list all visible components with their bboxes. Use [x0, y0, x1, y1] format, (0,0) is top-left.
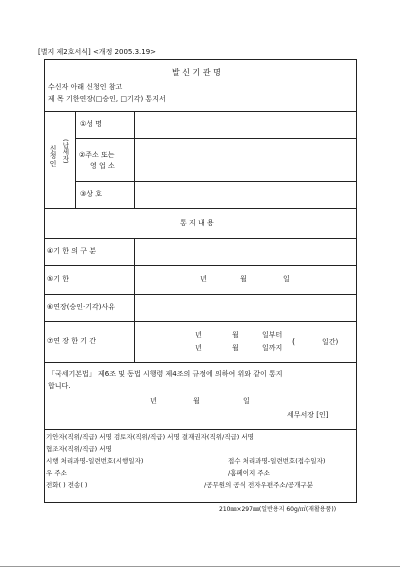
form-header: [별지 제2호서식] <개정 2005.3.19>	[38, 48, 157, 56]
footer-line-4a: 우 주소	[46, 469, 67, 477]
divider	[44, 294, 357, 295]
divider	[44, 208, 357, 209]
recipient-line: 수신자 아래 신청인 참고	[48, 83, 123, 91]
divider	[134, 111, 135, 208]
year-text: 년	[200, 275, 207, 283]
divider	[44, 362, 357, 363]
subject-line: 제 목 기한연장(□승인, □기각) 통지서	[48, 95, 166, 103]
period-from-month: 월	[232, 331, 239, 339]
divider	[44, 429, 357, 430]
row-period-label: ⑦연 장 한 기 간	[47, 337, 96, 345]
applicant-sub-text: (납세자)	[61, 139, 70, 164]
footer-line-5a: 전화( ) 전송( )	[46, 481, 88, 489]
period-from-year: 년	[195, 331, 202, 339]
period-to-text: 일까지	[262, 344, 283, 352]
month-text: 월	[240, 275, 247, 283]
signature: 세무서장 [인]	[287, 411, 329, 419]
notice-month: 월	[193, 397, 200, 405]
period-from-text: 일부터	[262, 331, 283, 339]
period-to-year: 년	[195, 344, 202, 352]
divider	[44, 321, 357, 322]
period-to-month: 월	[232, 344, 239, 352]
footer-line-3a: 시행 처리과명-일련번호(시행일자)	[46, 457, 144, 465]
notice-line-1: 「국세기본법」 제6조 및 동법 시행령 제4조의 규정에 의하여 위와 같이 통지	[48, 370, 283, 378]
divider	[134, 238, 135, 362]
footer-line-2: 협조자(직위/직급) 서명	[46, 445, 112, 453]
period-days: 일간)	[322, 338, 339, 346]
notice-day: 일	[243, 397, 250, 405]
row-deadline-type-label: ④기 한 의 구 분	[47, 247, 96, 255]
footer-line-4b: /홈페이지 주소	[228, 469, 270, 477]
footer-line-5b: /공무원의 공식 전자우편주소/공개구분	[204, 481, 313, 489]
divider	[44, 111, 357, 112]
applicant-sub-label	[60, 139, 70, 165]
day-text: 일	[283, 275, 290, 283]
divider	[75, 111, 76, 208]
field-address-label-2: 영 업 소	[90, 162, 115, 170]
footer-line-1: 기안자(직위/직급) 서명 검토자(직위/직급) 서명 결재권자(직위/직급) 서명	[46, 433, 254, 441]
period-paren: (	[292, 337, 296, 346]
notice-year: 년	[150, 397, 157, 405]
section-title: 통 지 내 용	[180, 219, 214, 227]
divider	[75, 138, 357, 139]
field-name-label: ①성 명	[80, 120, 103, 128]
page-bottom-rule	[0, 566, 400, 567]
row-reason-label: ⑥연장(승인·기각)사유	[47, 303, 116, 311]
org-title: 발 신 기 관 명	[172, 68, 221, 77]
applicant-label: 신 청 인	[49, 145, 57, 168]
divider	[44, 265, 357, 266]
row-deadline-label: ⑤기 한	[47, 275, 70, 283]
divider	[75, 181, 357, 182]
field-address-label-1: ②주소 또는	[79, 151, 115, 159]
divider	[44, 238, 357, 239]
notice-line-2: 합니다.	[48, 382, 71, 390]
paper-spec: 210㎜×297㎜(일반용지 60g/㎡(재활용품))	[219, 506, 337, 513]
field-trade-name-label: ③상 호	[80, 190, 103, 198]
footer-line-3b: 접수 처리과명-일련번호(접수일자)	[228, 457, 326, 465]
